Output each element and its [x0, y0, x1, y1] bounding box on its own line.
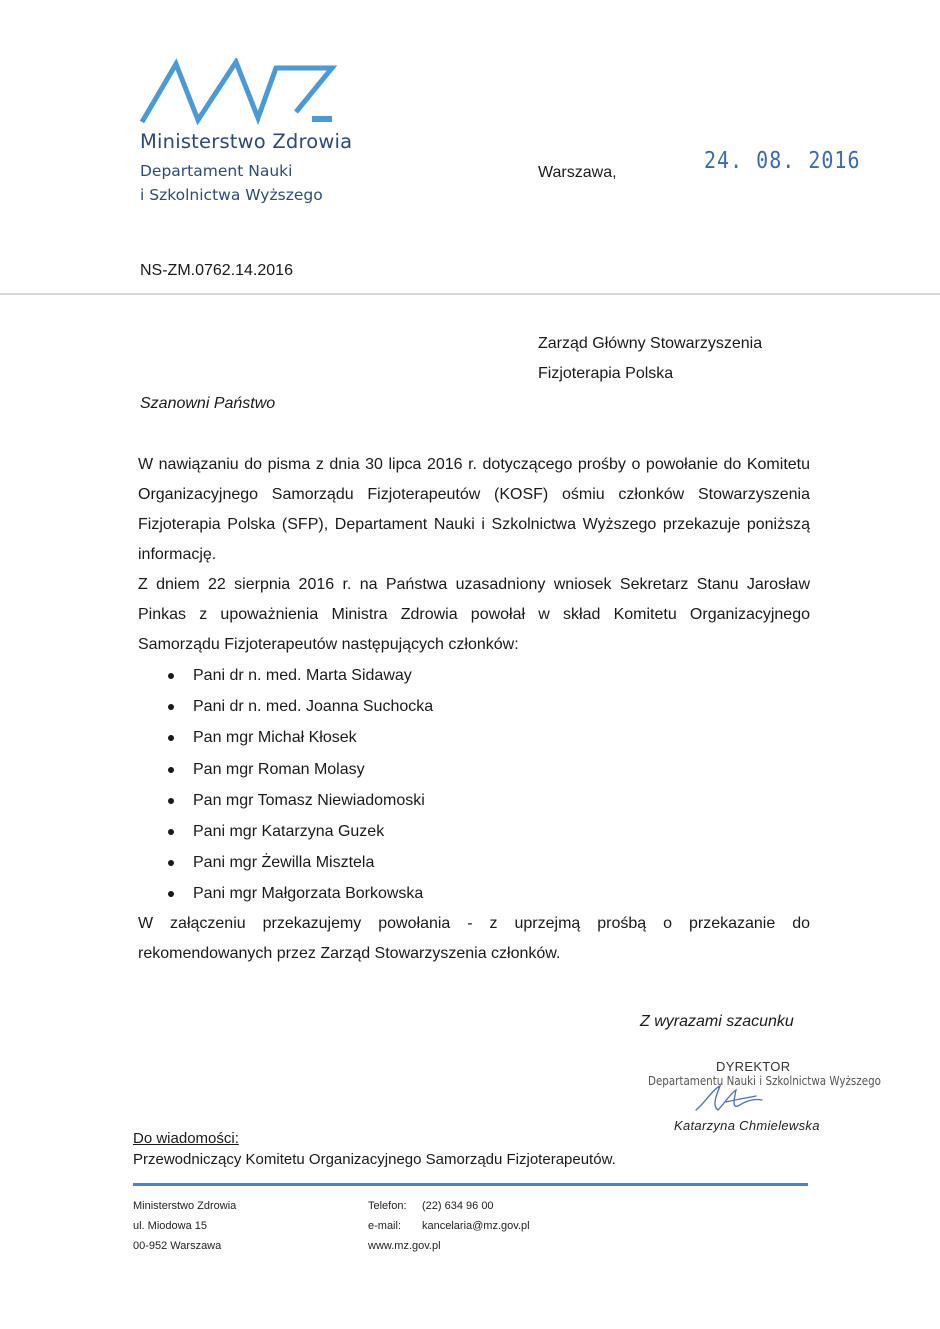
list-item: [168, 660, 768, 691]
website-link[interactable]: www.mz.gov.pl: [368, 1240, 441, 1252]
bullet-icon: [168, 673, 174, 679]
members-list: [168, 660, 768, 910]
list-item: [168, 816, 768, 847]
list-item: [168, 847, 768, 878]
department-line-1: Departament Nauki: [140, 162, 293, 180]
recipient-line-1: Zarząd Główny Stowarzyszenia: [538, 335, 763, 352]
list-item: [168, 785, 768, 816]
handwritten-signature: [690, 1080, 770, 1120]
salutation: Szanowni Państwo: [140, 395, 276, 412]
bullet-icon: [168, 798, 174, 804]
date-stamp: 24. 08. 2016: [704, 146, 861, 174]
closing: Z wyrazami szacunku: [640, 1013, 794, 1030]
city: Warszawa,: [538, 164, 617, 181]
member-name: Pani dr n. med. Joanna Suchocka: [193, 698, 434, 716]
bullet-icon: [168, 891, 174, 897]
member-name: Pan mgr Tomasz Niewiadomoski: [193, 791, 425, 809]
paragraph-3: W załączeniu przekazujemy powołania - z uprzejmą prośbą o przekazanie do rekomendowanych przez Zarząd Stowarzyszenia członków.: [138, 915, 810, 962]
phone-number: (22) 634 96 00: [422, 1200, 494, 1212]
bullet-icon: [168, 829, 174, 835]
member-name: Pani mgr Żewilla Misztela: [193, 854, 375, 872]
email-label: e-mail:: [368, 1220, 402, 1232]
list-item: [168, 878, 768, 909]
paragraph-1: W nawiązaniu do pisma z dnia 30 lipca 2016 r. dotyczącego prośby o powołanie do Komitetu Organizacyjnego Samorządu Fizjoterapeutów (KOSF) ośmiu członków Stowarzyszenia Fizjoterapia Polska (SFP), Departament Nauki i Szkolnictwa Wyższego przekazuje poniższą informację.: [138, 456, 810, 563]
member-name: Pani dr n. med. Marta Sidaway: [193, 667, 412, 684]
stamp-name: Katarzyna Chmielewska: [674, 1118, 820, 1133]
footer-contact: [368, 1196, 530, 1256]
footer-org-name: Ministerstwo Zdrowia: [133, 1200, 237, 1212]
fold-line: [0, 293, 940, 295]
ministry-logo: [140, 58, 340, 126]
bullet-icon: [168, 860, 174, 866]
member-name: Pan mgr Michał Kłosek: [193, 729, 357, 747]
stamp-department: Departamentu Nauki i Szkolnictwa Wyższego: [648, 1074, 881, 1088]
list-item: [168, 691, 768, 722]
ministry-name: Ministerstwo Zdrowia: [140, 130, 353, 153]
list-item: [168, 754, 768, 785]
bullet-icon: [168, 735, 174, 741]
recipient-line-2: Fizjoterapia Polska: [538, 365, 674, 382]
cc-text: Przewodniczący Komitetu Organizacyjnego Samorządu Fizjoterapeutów.: [133, 1151, 616, 1168]
cc-label: Do wiadomości:: [133, 1130, 239, 1147]
phone-label: Telefon:: [368, 1200, 407, 1212]
paragraph-2: Z dniem 22 sierpnia 2016 r. na Państwa uzasadniony wniosek Sekretarz Stanu Jarosław Pinkas z upoważnienia Ministra Zdrowia powołał w skład Komitetu Organizacyjnego Samorządu Fizjoterapeutów następujących członków:: [138, 576, 810, 653]
footer-divider: [133, 1183, 808, 1186]
list-item: [168, 722, 768, 753]
bullet-icon: [168, 767, 174, 773]
reference-number: NS-ZM.0762.14.2016: [140, 262, 293, 279]
footer-street: ul. Miodowa 15: [133, 1220, 207, 1232]
member-name: Pani mgr Katarzyna Guzek: [193, 822, 385, 840]
stamp-title: DYREKTOR: [716, 1059, 791, 1074]
footer-postal-city: 00-952 Warszawa: [133, 1240, 222, 1252]
email-link[interactable]: kancelaria@mz.gov.pl: [422, 1220, 530, 1232]
member-name: Pani mgr Małgorzata Borkowska: [193, 885, 424, 903]
member-name: Pan mgr Roman Molasy: [193, 760, 365, 778]
bullet-icon: [168, 704, 174, 710]
footer-address: [133, 1196, 236, 1256]
department-line-2: i Szkolnictwa Wyższego: [140, 186, 323, 204]
